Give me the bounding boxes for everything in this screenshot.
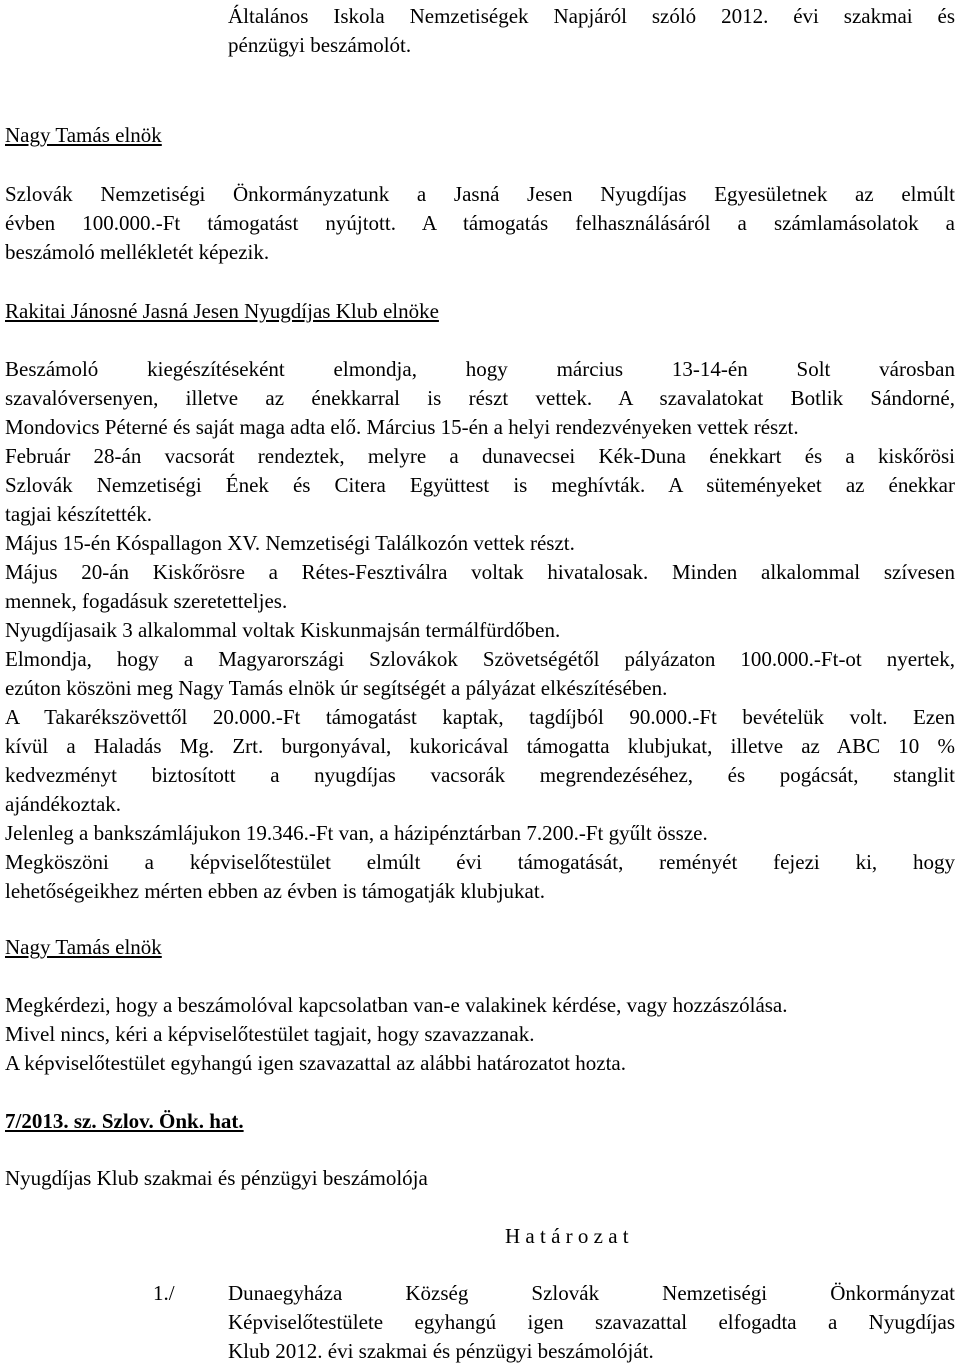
closing-line: Mivel nincs, kéri a képviselőtestület tagjait, hogy szavazzanak. (5, 1022, 535, 1046)
report-line: mennek, fogadásuk szeretetteljes. (5, 589, 288, 613)
report-line: ezúton köszöni meg Nagy Tamás elnök úr segítségét a pályázat elkészítésében. (5, 676, 668, 700)
report-line: Megköszöni a képviselőtestület elmúlt évi támogatását, reményét fejezi ki, hogy (5, 850, 955, 874)
report-line: Május 15-én Kóspallagon XV. Nemzetiségi Találkozón vettek részt. (5, 531, 575, 555)
speaker-heading: Rakitai Jánosné Jasná Jesen Nyugdíjas Klub elnöke (5, 299, 439, 323)
intro-block (228, 2, 955, 60)
report-line: Szlovák Nemzetiségi Ének és Citera Együttest is meghívták. A süteményeket az énekkar (5, 473, 955, 497)
support-paragraph (5, 180, 955, 267)
report-line: Beszámoló kiegészítéseként elmondja, hogy március 13-14-én Solt városban (5, 357, 955, 381)
report-line: Nyugdíjasaik 3 alkalommal voltak Kiskunmajsán termálfürdőben. (5, 618, 561, 642)
resolution-number: 7/2013. sz. Szlov. Önk. hat. (5, 1109, 244, 1133)
report-line: Mondovics Péterné és saját maga adta elő. Március 15-én a helyi rendezvényeken vettek részt. (5, 415, 799, 439)
report-line: Május 20-án Kiskőrösre a Rétes-Fesztiválra voltak hivatalosak. Minden alkalommal szívesen (5, 560, 955, 584)
report-paragraph (5, 355, 955, 906)
closing-line: A képviselőtestület egyhangú igen szavazattal az alábbi határozatot hozta. (5, 1051, 626, 1075)
resolution-subject: Nyugdíjas Klub szakmai és pénzügyi beszámolója (5, 1166, 428, 1190)
closing-paragraph (5, 991, 955, 1078)
paragraph-line: évben 100.000.-Ft támogatást nyújtott. A támogatás felhasználásáról a számlamásolatok a (5, 211, 955, 235)
report-line: kedvezményt biztosított a nyugdíjas vacsorák megrendezéséhez, és pogácsát, stanglit (5, 763, 955, 787)
report-line: kívül a Haladás Mg. Zrt. burgonyával, kukoricával támogatta klubjukat, illetve az ABC 10 % (5, 734, 955, 758)
report-line: Február 28-án vacsorát rendeztek, melyre a dunavecsei Kék-Duna énekkart és a kiskőrösi (5, 444, 955, 468)
speaker-heading: Nagy Tamás elnök (5, 123, 162, 147)
resolution-line: Klub 2012. évi szakmai és pénzügyi beszámolóját. (228, 1339, 654, 1363)
report-line: Jelenleg a bankszámlájukon 19.346.-Ft van, a házipénztárban 7.200.-Ft gyűlt össze. (5, 821, 708, 845)
paragraph-line: Szlovák Nemzetiségi Önkormányzatunk a Jasná Jesen Nyugdíjas Egyesületnek az elmúlt (5, 182, 955, 206)
resolution-line: Képviselőtestülete egyhangú igen szavazattal elfogadta a Nyugdíjas (228, 1310, 955, 1334)
resolution-item (153, 1279, 955, 1366)
intro-line: pénzügyi beszámolót. (228, 33, 412, 57)
report-line: Elmondja, hogy a Magyarországi Szlovákok Szövetségétől pályázaton 100.000.-Ft-ot nyertek, (5, 647, 955, 671)
resolution-item-number: 1./ (153, 1281, 175, 1305)
report-line: ajándékoztak. (5, 792, 122, 816)
resolution-line: Dunaegyháza Község Szlovák Nemzetiségi Önkormányzat (228, 1281, 955, 1305)
report-line: szavalóversenyen, illetve az énekkarral is részt vettek. A szavalatokat Botlik Sándorné, (5, 386, 955, 410)
intro-line: Általános Iskola Nemzetiségek Napjáról szóló 2012. évi szakmai és (228, 4, 955, 28)
speaker-heading: Nagy Tamás elnök (5, 935, 162, 959)
report-line: tagjai készítették. (5, 502, 152, 526)
closing-line: Megkérdezi, hogy a beszámolóval kapcsolatban van-e valakinek kérdése, vagy hozzászólása. (5, 993, 788, 1017)
paragraph-line: beszámoló mellékletét képezik. (5, 240, 270, 264)
report-line: A Takarékszövettől 20.000.-Ft támogatást kaptak, tagdíjból 90.000.-Ft bevételük volt. Ezen (5, 705, 955, 729)
report-line: lehetőségeikhez mérten ebben az évben is támogatják klubjukat. (5, 879, 545, 903)
resolution-heading: H a t á r o z a t (505, 1224, 629, 1248)
